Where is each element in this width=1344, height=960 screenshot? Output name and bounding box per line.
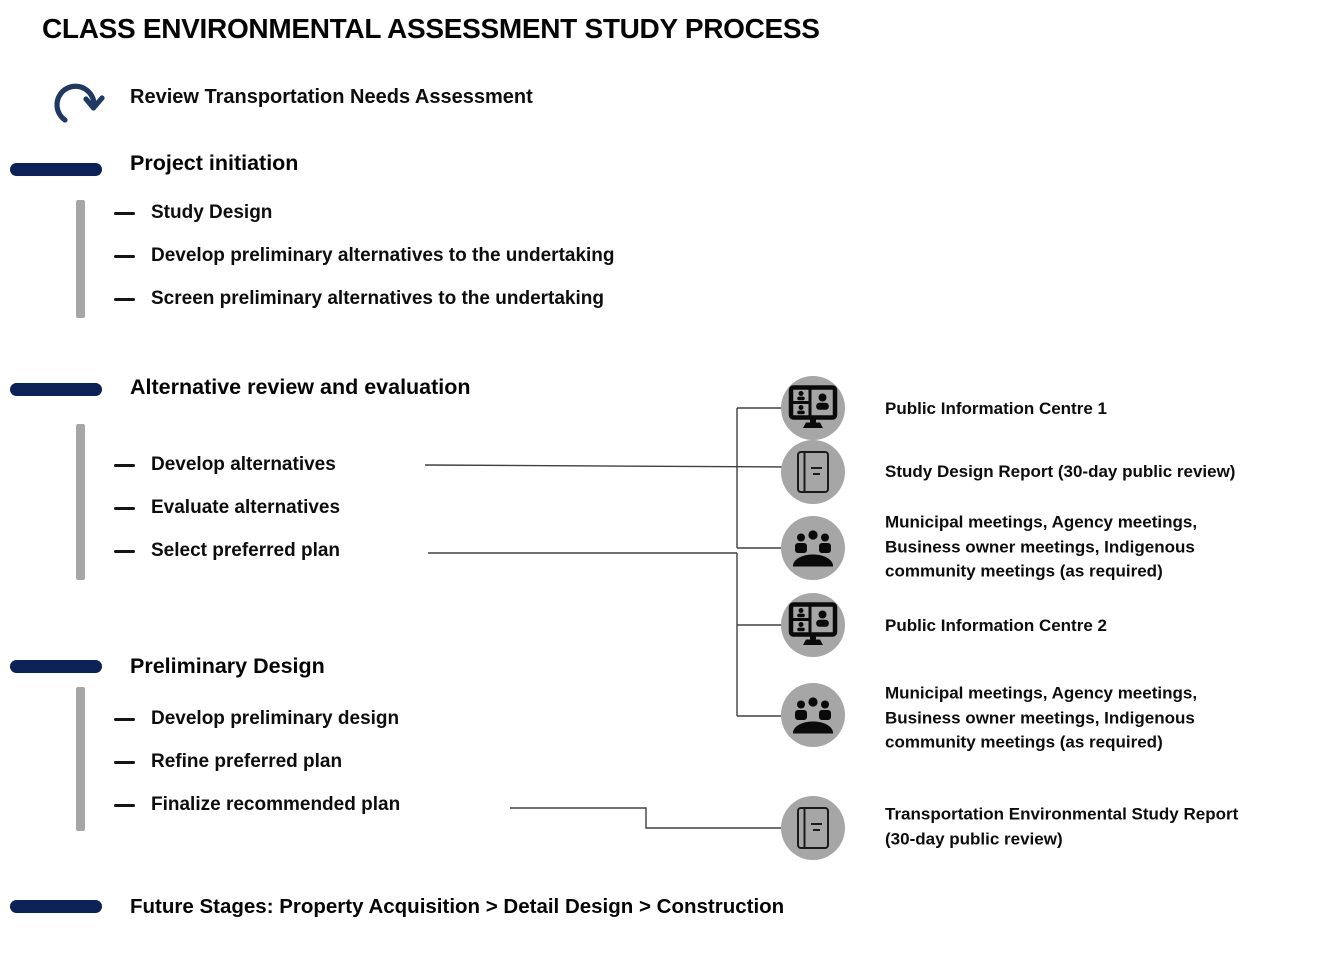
task-label: Evaluate alternatives: [151, 497, 341, 518]
task-label: Develop preliminary alternatives to the undertaking: [151, 245, 615, 266]
phase-heading-project-initiation: Project initiation: [130, 151, 299, 175]
milestone-label: Public Information Centre 2: [885, 615, 1107, 635]
dash-icon: [114, 255, 135, 258]
task-row: [114, 243, 615, 269]
milestone-circle: [781, 683, 845, 747]
dash-icon: [114, 298, 135, 301]
dash-icon: [114, 718, 135, 721]
phase-heading-preliminary-design: Preliminary Design: [130, 654, 325, 678]
phase-heading-future-stages: Future Stages: Property Acquisition > Detail Design > Construction: [130, 895, 785, 918]
phase-rail: [76, 687, 85, 831]
task-row: [114, 706, 399, 732]
dash-icon: [114, 804, 135, 807]
task-row: [114, 200, 272, 226]
phase-bar: [10, 163, 102, 176]
milestone-label: Municipal meetings, Agency meetings, Business owner meetings, Indigenous community meetings (as required): [885, 683, 1198, 752]
task-label: Finalize recommended plan: [151, 794, 401, 815]
task-row: [114, 792, 400, 818]
task-label: Refine preferred plan: [151, 751, 343, 772]
dash-icon: [114, 507, 135, 510]
group-meeting-icon: [789, 528, 837, 568]
task-row: [114, 538, 340, 564]
milestone-label: Study Design Report (30-day public review): [885, 461, 1236, 481]
video-meeting-icon: [788, 602, 838, 648]
milestone-circle: [781, 440, 845, 504]
milestone-circle: [781, 516, 845, 580]
milestone-circle: [781, 796, 845, 860]
phase-rail: [76, 424, 85, 580]
page-title: CLASS ENVIRONMENTAL ASSESSMENT STUDY PROCESS: [42, 13, 820, 44]
task-row: [114, 749, 342, 775]
task-label: Screen preliminary alternatives to the undertaking: [151, 288, 604, 309]
video-meeting-icon: [788, 385, 838, 431]
task-row: [114, 495, 340, 521]
task-row: [114, 286, 604, 312]
dash-icon: [114, 761, 135, 764]
task-row: [114, 452, 336, 478]
group-meeting-icon: [789, 695, 837, 735]
milestone-circle: [781, 593, 845, 657]
milestone-circle: [781, 376, 845, 440]
phase-bar: [10, 900, 102, 913]
loop-arrow-icon: [52, 72, 110, 134]
phase-bar: [10, 660, 102, 673]
milestone-label: Public Information Centre 1: [885, 398, 1107, 418]
dash-icon: [114, 550, 135, 553]
phase-heading-alternative-review: Alternative review and evaluation: [130, 375, 471, 399]
milestone-label: Transportation Environmental Study Report (30-day public review): [885, 804, 1239, 848]
phase-rail: [76, 200, 85, 318]
report-icon: [791, 448, 835, 496]
report-icon: [791, 804, 835, 852]
dash-icon: [114, 464, 135, 467]
phase-bar: [10, 383, 102, 396]
milestone-label: Municipal meetings, Agency meetings, Business owner meetings, Indigenous community meetings (as required): [885, 512, 1198, 581]
task-label: Study Design: [151, 202, 273, 223]
task-label: Select preferred plan: [151, 540, 341, 561]
dash-icon: [114, 212, 135, 215]
intro-step-label: Review Transportation Needs Assessment: [130, 86, 533, 108]
task-label: Develop preliminary design: [151, 708, 400, 729]
task-label: Develop alternatives: [151, 454, 336, 475]
